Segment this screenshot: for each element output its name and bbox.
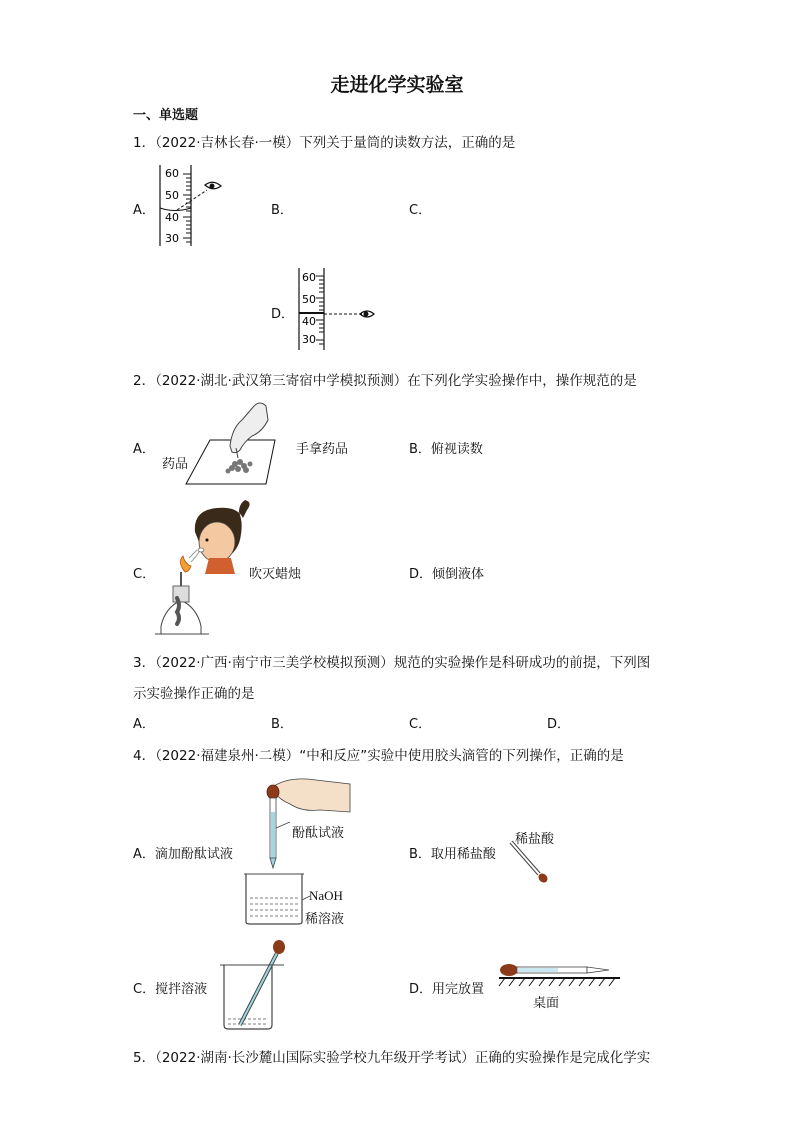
q4a-caption-naoh: NaOH [309, 888, 343, 903]
q2-option-b[interactable]: B．俯视读数 [409, 442, 483, 457]
q1a-tick-60: 60 [165, 167, 179, 180]
q4-option-c[interactable]: C．搅拌溶液 [133, 982, 208, 997]
q1a-tick-50: 50 [165, 189, 179, 202]
q2-option-c[interactable]: C． [133, 567, 156, 582]
question-3-line1: 3．（2022·广西·南宁市三美学校模拟预测）规范的实验操作是科研成功的前提，下列图 [133, 655, 651, 671]
q1-cylinder-a-figure [155, 160, 235, 250]
q4-option-a[interactable]: A．滴加酚酞试液 [133, 847, 233, 862]
q2-option-d[interactable]: D．倾倒液体 [409, 567, 485, 582]
q2-blow-candle-figure [155, 500, 255, 638]
q1d-tick-30: 30 [302, 333, 316, 346]
question-1-text: 1．（2022·吉林长春·一模）下列关于量筒的读数方法，正确的是 [133, 135, 516, 151]
q1a-tick-40: 40 [165, 211, 179, 224]
q1-option-b[interactable]: B． [271, 203, 293, 218]
q1d-tick-50: 50 [302, 293, 316, 306]
q1d-tick-60: 60 [302, 271, 316, 284]
q3-option-a[interactable]: A． [133, 717, 155, 732]
q1-option-c[interactable]: C． [409, 203, 432, 218]
q3-option-d[interactable]: D． [547, 717, 571, 732]
q3-option-c[interactable]: C． [409, 717, 432, 732]
question-4-text: 4．（2022·福建泉州·二模）“中和反应”实验中使用胶头滴管的下列操作，正确的是 [133, 748, 624, 764]
q2-option-a[interactable]: A． [133, 442, 155, 457]
q4a-caption-phenol: 酚酞试液 [292, 826, 345, 841]
q1-cylinder-d-figure [294, 264, 384, 354]
q4a-caption-dilute: 稀溶液 [305, 912, 345, 927]
q1a-tick-30: 30 [165, 232, 179, 245]
section-heading: 一、单选题 [133, 108, 199, 123]
q1-option-d[interactable]: D． [271, 307, 295, 322]
q4-option-b[interactable]: B．取用稀盐酸 [409, 847, 496, 862]
q1d-tick-40: 40 [302, 315, 316, 328]
question-3-line2: 示实验操作正确的是 [133, 686, 255, 702]
q2a-caption-hand: 手拿药品 [296, 442, 349, 457]
q3-option-b[interactable]: B． [271, 717, 293, 732]
question-5-text: 5．（2022·湖南·长沙麓山国际实验学校九年级开学考试）正确的实验操作是完成化学实 [133, 1050, 651, 1066]
q2c-caption-blow: 吹灭蜡烛 [249, 567, 302, 582]
q1-option-a[interactable]: A． [133, 203, 155, 218]
q4d-dropper-figure [495, 960, 625, 990]
question-2-text: 2．（2022·湖北·武汉第三寄宿中学模拟预测）在下列化学实验操作中，操作规范的是 [133, 373, 637, 389]
page-title: 走进化学实验室 [330, 74, 464, 96]
q4c-stir-figure [218, 935, 298, 1035]
q2a-caption-drug: 药品 [162, 457, 189, 472]
q4-option-d[interactable]: D．用完放置 [409, 982, 485, 997]
q4b-caption-hcl: 稀盐酸 [515, 832, 555, 847]
q4d-caption-desk: 桌面 [533, 996, 560, 1011]
q2-hand-drug-figure [180, 398, 280, 488]
